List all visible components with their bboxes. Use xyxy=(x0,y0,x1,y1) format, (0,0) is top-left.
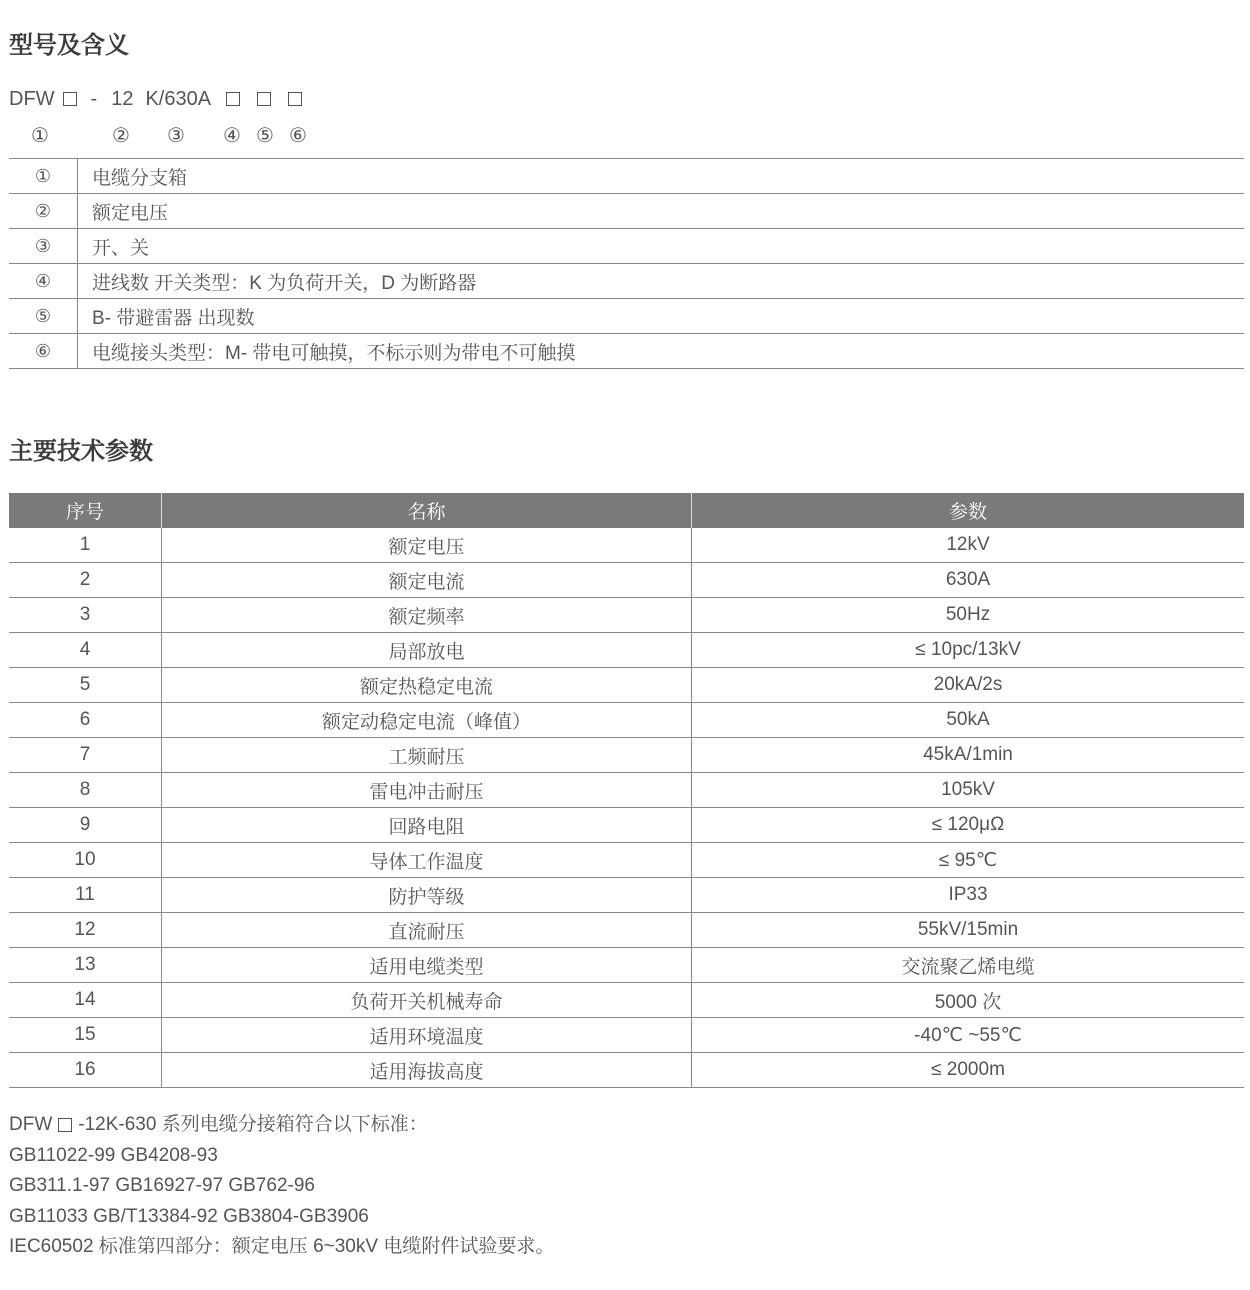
tech-params-table xyxy=(9,493,1244,1088)
table-row xyxy=(9,563,1244,598)
table-row xyxy=(9,159,1244,194)
param-name: 导体工作温度 xyxy=(162,843,692,878)
model-meaning-table xyxy=(9,158,1244,369)
note-prefix: DFW xyxy=(9,1114,53,1135)
param-value: 12kV xyxy=(692,528,1245,563)
placeholder-box xyxy=(226,92,240,106)
model-markers xyxy=(0,122,400,148)
table-row xyxy=(9,633,1244,668)
table-row xyxy=(9,229,1244,264)
row-description: 进线数 开关类型：K 为负荷开关，D 为断路器 xyxy=(78,264,1245,299)
param-index: 3 xyxy=(9,598,162,633)
param-value: 50Hz xyxy=(692,598,1245,633)
header-name: 名称 xyxy=(162,493,692,528)
table-row xyxy=(9,299,1244,334)
placeholder-box xyxy=(257,92,271,106)
row-number: ③ xyxy=(9,229,78,264)
param-value: ≤ 2000m xyxy=(692,1053,1245,1088)
param-name: 适用环境温度 xyxy=(162,1018,692,1053)
row-description: 电缆分支箱 xyxy=(78,159,1245,194)
marker-1: ① xyxy=(31,123,49,147)
param-index: 5 xyxy=(9,668,162,703)
param-name: 直流耐压 xyxy=(162,913,692,948)
param-value: 50kA xyxy=(692,703,1245,738)
note-suffix: -12K-630 系列电缆分接箱符合以下标准： xyxy=(78,1114,428,1135)
param-name: 局部放电 xyxy=(162,633,692,668)
param-value: 45kA/1min xyxy=(692,738,1245,773)
table-row xyxy=(9,773,1244,808)
table-row xyxy=(9,913,1244,948)
table-row xyxy=(9,1053,1244,1088)
table-row xyxy=(9,878,1244,913)
param-value: 5000 次 xyxy=(692,983,1245,1018)
row-description: 开、关 xyxy=(78,229,1245,264)
placeholder-box xyxy=(58,1118,72,1132)
table-row xyxy=(9,703,1244,738)
table-row xyxy=(9,948,1244,983)
marker-3: ③ xyxy=(167,123,185,147)
param-index: 7 xyxy=(9,738,162,773)
param-index: 11 xyxy=(9,878,162,913)
table-row xyxy=(9,738,1244,773)
param-value: -40℃ ~55℃ xyxy=(692,1018,1245,1053)
note-line: GB11022-99 GB4208-93 xyxy=(9,1144,218,1166)
model-voltage: 12 xyxy=(111,87,134,110)
note-line: GB11033 GB/T13384-92 GB3804-GB3906 xyxy=(9,1205,369,1227)
param-value: 交流聚乙烯电缆 xyxy=(692,948,1245,983)
marker-5: ⑤ xyxy=(256,123,274,147)
param-index: 10 xyxy=(9,843,162,878)
param-value: 630A xyxy=(692,563,1245,598)
param-index: 12 xyxy=(9,913,162,948)
table-row xyxy=(9,334,1244,369)
table-row xyxy=(9,528,1244,563)
header-index: 序号 xyxy=(9,493,162,528)
header-value: 参数 xyxy=(692,493,1245,528)
param-name: 工频耐压 xyxy=(162,738,692,773)
param-index: 8 xyxy=(9,773,162,808)
param-index: 14 xyxy=(9,983,162,1018)
row-number: ⑤ xyxy=(9,299,78,334)
param-index: 1 xyxy=(9,528,162,563)
param-name: 负荷开关机械寿命 xyxy=(162,983,692,1018)
row-number: ⑥ xyxy=(9,334,78,369)
table-row xyxy=(9,264,1244,299)
param-index: 9 xyxy=(9,808,162,843)
table-row xyxy=(9,843,1244,878)
note-line: GB311.1-97 GB16927-97 GB762-96 xyxy=(9,1175,315,1197)
model-dash: - xyxy=(90,87,98,110)
section-title-model: 型号及含义 xyxy=(9,32,129,59)
marker-4: ④ xyxy=(223,123,241,147)
model-type: K/630A xyxy=(145,87,212,110)
param-index: 15 xyxy=(9,1018,162,1053)
table-row xyxy=(9,598,1244,633)
note-line xyxy=(9,1110,554,1141)
row-number: ④ xyxy=(9,264,78,299)
standards-notes xyxy=(9,1110,554,1263)
marker-6: ⑥ xyxy=(289,123,307,147)
param-name: 适用电缆类型 xyxy=(162,948,692,983)
param-value: IP33 xyxy=(692,878,1245,913)
param-name: 额定热稳定电流 xyxy=(162,668,692,703)
param-index: 2 xyxy=(9,563,162,598)
param-name: 防护等级 xyxy=(162,878,692,913)
row-number: ② xyxy=(9,194,78,229)
param-value: ≤ 10pc/13kV xyxy=(692,633,1245,668)
note-line: IEC60502 标准第四部分：额定电压 6~30kV 电缆附件试验要求。 xyxy=(9,1236,555,1258)
param-name: 额定动稳定电流（峰值） xyxy=(162,703,692,738)
param-name: 适用海拔高度 xyxy=(162,1053,692,1088)
param-name: 回路电阻 xyxy=(162,808,692,843)
param-name: 额定频率 xyxy=(162,598,692,633)
param-value: ≤ 95℃ xyxy=(692,843,1245,878)
param-name: 额定电压 xyxy=(162,528,692,563)
placeholder-box xyxy=(288,92,302,106)
row-description: B- 带避雷器 出现数 xyxy=(78,299,1245,334)
param-value: 20kA/2s xyxy=(692,668,1245,703)
param-value: 55kV/15min xyxy=(692,913,1245,948)
marker-2: ② xyxy=(112,123,130,147)
model-prefix: DFW xyxy=(9,87,55,110)
model-code xyxy=(9,86,302,112)
param-index: 16 xyxy=(9,1053,162,1088)
param-index: 6 xyxy=(9,703,162,738)
param-name: 雷电冲击耐压 xyxy=(162,773,692,808)
table-row xyxy=(9,1018,1244,1053)
table-row xyxy=(9,194,1244,229)
table-row xyxy=(9,808,1244,843)
row-description: 额定电压 xyxy=(78,194,1245,229)
param-value: ≤ 120μΩ xyxy=(692,808,1245,843)
table-header-row xyxy=(9,493,1244,528)
param-index: 4 xyxy=(9,633,162,668)
row-number: ① xyxy=(9,159,78,194)
section-title-params: 主要技术参数 xyxy=(9,438,153,465)
placeholder-box xyxy=(63,92,77,106)
param-index: 13 xyxy=(9,948,162,983)
param-name: 额定电流 xyxy=(162,563,692,598)
table-row xyxy=(9,983,1244,1018)
row-description: 电缆接头类型：M- 带电可触摸，不标示则为带电不可触摸 xyxy=(78,334,1245,369)
table-row xyxy=(9,668,1244,703)
param-value: 105kV xyxy=(692,773,1245,808)
